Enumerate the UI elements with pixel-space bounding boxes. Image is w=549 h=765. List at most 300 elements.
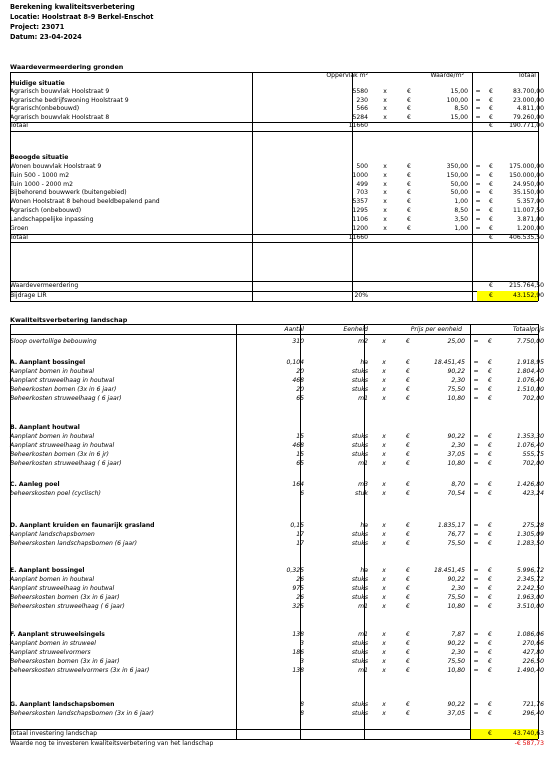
doc-title: Berekening kwaliteitsverbetering [10,3,135,11]
landschap-row [10,451,544,460]
column-rule [364,324,365,739]
aantal-value: 17 [296,540,304,548]
aantal-value: 0,325 [286,567,304,574]
total-value: 43.152,90 [512,292,544,299]
euro-sign: € [489,207,493,215]
euro-sign: € [407,88,411,96]
euro-sign: € [488,667,492,675]
euro-sign: € [406,540,410,548]
future-total-row [10,233,544,243]
prijs-value: 10,80 [447,667,465,675]
total-value: 24.950,00 [512,180,544,188]
multiply-sign: x [382,442,386,450]
aantal-value: 3 [300,658,304,666]
totaal-value: 226,50 [522,658,544,666]
euro-sign: € [488,594,492,602]
future-row [10,180,544,190]
row-label: Totaal investering landschap [10,730,98,737]
landschap-row [10,386,544,395]
unit-value: 350,00 [446,162,468,170]
column-rule [470,324,471,739]
equals-sign: = [473,576,479,584]
multiply-sign: x [383,113,387,121]
prijs-value: 2,30 [451,442,465,450]
group-title: D. Aanplant kruiden en faunarijk grasland [10,522,155,529]
prijs-value: 37,05 [447,451,465,459]
totaal-value: 721,76 [522,701,544,708]
unit-value: 50,00 [450,189,468,197]
euro-sign: € [406,359,410,366]
landschap-row [10,658,544,667]
euro-sign: € [488,368,492,376]
prijs-value: 75,50 [447,386,465,394]
multiply-sign: x [382,451,386,459]
row-label: Landschappelijke inpassing [10,215,94,223]
totaal-value: 1.353,30 [516,433,544,441]
equals-sign: = [473,522,479,529]
totaal-value: 702,00 [522,395,544,403]
row-label: Beheerskosten landschapsbomen (3x in 6 jaar) [10,710,154,718]
row-label: Tuin 1000 - 2000 m2 [10,180,73,188]
euro-sign: € [489,171,493,179]
totaal-value: 1.490,40 [516,667,544,675]
totaal-value: 1.918,95 [516,359,544,366]
euro-sign: € [488,658,492,666]
equals-sign: = [475,189,481,197]
equals-sign: = [475,180,481,188]
euro-sign: € [488,395,492,403]
total-rule [10,242,538,243]
row-label: Agrarisch bouwvlak Hoolstraat 9 [10,88,110,96]
eenheid-value: m3 [358,481,368,488]
aantal-value: 65 [296,460,304,468]
total-value: 215.764,50 [509,282,544,289]
euro-sign: € [489,96,493,104]
header-rule [10,334,538,335]
aantal-value: 20 [296,368,304,376]
euro-sign: € [488,710,492,718]
euro-sign: € [407,207,411,215]
eenheid-value: stuks [351,368,368,376]
euro-sign: € [406,640,410,648]
euro-sign: € [489,122,493,129]
aantal-value: 15 [296,451,304,459]
multiply-sign: x [382,567,386,574]
multiply-sign: x [382,658,386,666]
multiply-sign: x [382,531,386,539]
euro-sign: € [488,576,492,584]
row-label: Aanplant bomen in struweel [10,640,96,648]
equals-sign: = [473,710,479,718]
prijs-value: 90,22 [447,433,465,441]
rest-row [10,740,544,749]
equals-sign: = [475,198,481,206]
sloop-row [10,338,544,347]
prijs-value: 90,22 [447,701,465,708]
row-label: beheerskosten struweelvormers (3x in 6 jaar) [10,667,150,675]
multiply-sign: x [382,701,386,708]
row-label: Beheerskosten struweelhaag ( 6 jaar) [10,603,125,611]
row-label: Beheerskosten landschapsbomen (6 jaar) [10,540,137,548]
section-heading-landschap: Kwaliteitsverbetering landschap [10,316,128,324]
section-rule [10,324,538,325]
multiply-sign: x [383,162,387,170]
euro-sign: € [488,540,492,548]
multiply-sign: x [382,481,386,488]
landschap-row [10,368,544,377]
euro-sign: € [406,522,410,529]
column-rule [10,324,11,739]
equals-sign: = [475,113,481,121]
area-value: 1000 [352,171,368,179]
current-row [10,96,544,106]
section-rule [10,301,538,302]
group-title-row [10,424,538,433]
euro-sign: € [406,658,410,666]
prijs-value: 76,77 [447,531,465,539]
equals-sign: = [473,377,479,385]
row-label: Aanplant struweelhaag in houtwal [10,442,115,450]
euro-sign: € [488,386,492,394]
row-label: Beheerskosten bomen (3x in 6 jaar) [10,594,120,602]
totaal-column-header: Totaalprijs [512,326,544,333]
row-label: Wonen Hoolstraat 8 behoud beeldbepalend pand [10,198,160,206]
equals-sign: = [473,442,479,450]
equals-sign: = [475,171,481,179]
equals-sign: = [473,490,479,498]
euro-sign: € [488,338,492,345]
multiply-sign: x [382,594,386,602]
row-label: Waardevermeerdering [10,282,79,289]
current-row [10,105,544,114]
euro-sign: € [489,215,493,223]
eenheid-value: stuks [351,710,368,718]
aantal-value: 6 [300,490,304,498]
aantal-value: 26 [296,594,304,602]
totaal-value: 43.740,63 [512,730,544,737]
eenheid-value: ha [360,522,368,529]
prijs-value: 8,70 [451,481,465,488]
area-value: 5284 [352,113,368,121]
prijs-value: 90,22 [447,368,465,376]
landschap-row [10,377,544,386]
equals-sign: = [475,162,481,170]
equals-sign: = [473,567,479,574]
aantal-value: 138 [292,631,304,638]
column-rule [10,72,11,301]
prijs-value: 75,50 [447,540,465,548]
totaal-value: 555,75 [522,451,544,459]
euro-sign: € [406,594,410,602]
eenheid-value: stuks [351,451,368,459]
multiply-sign: x [382,631,386,638]
row-label: Aanplant bomen in houtwal [10,576,95,584]
future-row [10,198,544,207]
equals-sign: = [475,224,481,232]
landschap-row [10,540,544,549]
prijs-value: 2,30 [451,649,465,657]
prijs-value: 75,50 [447,658,465,666]
totaal-value: 702,00 [522,460,544,468]
multiply-sign: x [382,386,386,394]
totaal-value: 270,66 [522,640,544,648]
area-value: 11660 [348,122,368,129]
row-label: Bijbehorend bouwwerk (buitengebied) [10,189,127,197]
eenheid-column-header: Eenheid [343,326,368,333]
eenheid-value: stuks [351,585,368,593]
eenheid-value: stuks [351,640,368,648]
group-title-row [10,359,544,368]
row-label: Wonen bouwvlak Hoolstraat 9 [10,162,102,170]
aantal-value: 26 [296,576,304,584]
row-label: Aanplant struweelvormers [10,649,91,657]
totaal-value: 1.510,00 [516,386,544,394]
eenheid-value: stuks [351,531,368,539]
area-value: 1200 [352,224,368,232]
euro-sign: € [406,585,410,593]
landschap-row [10,433,544,442]
euro-sign: € [406,442,410,450]
landschap-row [10,395,544,404]
total-value: 83.700,00 [512,88,544,96]
unit-value: 50,00 [450,180,468,188]
percentage-value: 20% [354,292,368,299]
totaal-value: 1.086,06 [516,631,544,638]
euro-sign: € [489,162,493,170]
euro-sign: € [406,460,410,468]
euro-sign: € [406,395,410,403]
row-label: Aanplant struweelhaag in houtwal [10,377,115,385]
group-title-row [10,481,544,490]
total-value: 175.000,00 [509,162,544,170]
unit-value: 100,00 [446,96,468,104]
column-rule [352,72,353,301]
aantal-value: 138 [292,667,304,675]
eenheid-value: stuk [355,490,368,498]
current-row [10,113,544,123]
equals-sign: = [475,207,481,215]
row-label: Beheerkosten bomen (3x in 6 jr) [10,451,109,459]
aantal-value: 164 [292,481,304,488]
multiply-sign: x [382,710,386,718]
future-row [10,207,544,216]
total-value: 150.000,00 [509,171,544,179]
multiply-sign: x [382,460,386,468]
aantal-value: 8 [300,710,304,718]
multiply-sign: x [382,603,386,611]
current-total-row [10,122,544,131]
euro-sign: € [488,603,492,611]
group-title: B. Aanplant houtwal [10,424,80,431]
euro-sign: € [488,531,492,539]
eenheid-value: m2 [358,338,368,345]
prijs-value: 18.451,45 [433,359,465,366]
eenheid-value: stuks [351,386,368,394]
column-rule [538,72,539,301]
eenheid-value: ha [360,359,368,366]
prijs-value: 25,00 [447,338,465,345]
area-value: 500 [356,162,368,170]
euro-sign: € [407,113,411,121]
future-row [10,224,544,234]
total-value: 4.811,00 [516,105,544,113]
unit-value: 8,50 [454,105,468,113]
future-row [10,171,544,181]
eenheid-value: stuks [351,658,368,666]
eenheid-value: stuks [351,442,368,450]
area-value: 230 [356,96,368,104]
equals-sign: = [473,368,479,376]
row-label: Beheerkosten struweelhaag ( 6 jaar) [10,395,122,403]
row-label: Beheerkosten struweelhaag ( 6 jaar) [10,460,122,468]
group-title: F. Aanplant struweelsingels [10,631,105,638]
euro-sign: € [406,567,410,574]
total-value: 79.260,00 [512,113,544,121]
total-value: 35.150,00 [512,189,544,197]
equals-sign: = [473,640,479,648]
landschap-row [10,460,544,469]
prijs-value: 37,05 [447,710,465,718]
value-column-header: Waarde/m² [430,72,464,79]
aantal-value: 20 [296,386,304,394]
prijs-value: 7,87 [451,631,465,638]
group-title-row [10,701,544,710]
euro-sign: € [406,603,410,611]
unit-value: 1,00 [454,224,468,232]
equals-sign: = [475,96,481,104]
unit-value: 15,00 [450,113,468,121]
aantal-value: 0,104 [286,359,304,366]
euro-sign: € [488,640,492,648]
landschap-row [10,576,544,585]
equals-sign: = [473,481,479,488]
row-label: Agrarische bedrijfswoning Hoolstraat 9 [10,96,129,104]
area-value: 5357 [352,198,368,206]
future-row [10,215,544,225]
aantal-value: 325 [292,603,304,611]
future-row [10,189,544,198]
equals-sign: = [473,451,479,459]
euro-sign: € [407,215,411,223]
equals-sign: = [473,658,479,666]
current-row [10,88,544,97]
euro-sign: € [489,198,493,206]
aantal-value: 310 [292,338,304,345]
eenheid-value: m1 [358,395,368,403]
euro-sign: € [406,701,410,708]
euro-sign: € [406,481,410,488]
euro-sign: € [489,224,493,232]
doc-location: Locatie: Hoolstraat 8-9 Berkel-Enschot [10,13,154,21]
euro-sign: € [407,189,411,197]
multiply-sign: x [382,540,386,548]
euro-sign: € [406,433,410,441]
row-label: beheerskosten poel (cyclisch) [10,490,101,498]
euro-sign: € [488,460,492,468]
euro-sign: € [488,701,492,708]
aantal-value: 186 [292,649,304,657]
row-label: Agrarisch (onbebouwd) [10,207,82,215]
multiply-sign: x [382,649,386,657]
euro-sign: € [489,113,493,121]
totaal-value: 1.305,09 [516,531,544,539]
euro-sign: € [488,377,492,385]
euro-sign: € [488,730,492,737]
euro-sign: € [407,198,411,206]
area-value: 499 [356,180,368,188]
area-value: 566 [356,105,368,113]
equals-sign: = [473,540,479,548]
multiply-sign: x [382,490,386,498]
eenheid-value: stuks [351,540,368,548]
equals-sign: = [473,395,479,403]
total-value: 190.771,00 [509,122,544,129]
euro-sign: € [406,531,410,539]
multiply-sign: x [383,180,387,188]
euro-sign: € [488,649,492,657]
eenheid-value: stuks [351,576,368,584]
multiply-sign: x [382,395,386,403]
landschap-row [10,603,544,612]
area-value: 703 [356,189,368,197]
eenheid-value: stuks [351,433,368,441]
aantal-value: 65 [296,395,304,403]
multiply-sign: x [383,215,387,223]
aantal-value: 975 [292,585,304,593]
prijs-value: 18.451,45 [433,567,465,574]
multiply-sign: x [382,359,386,366]
euro-sign: € [406,576,410,584]
row-label: Bijdrage LIR [10,292,47,299]
multiply-sign: x [382,585,386,593]
multiply-sign: x [383,105,387,113]
prijs-value: 10,80 [447,395,465,403]
totaal-value: 1.076,40 [516,377,544,385]
euro-sign: € [489,88,493,96]
euro-sign: € [406,386,410,394]
euro-sign: € [406,377,410,385]
totaal-value: 423,24 [522,490,544,498]
landschap-row [10,490,544,499]
euro-sign: € [489,292,493,299]
multiply-sign: x [383,198,387,206]
bijdrage-row [10,292,544,301]
aantal-value: 15 [296,433,304,441]
landschap-total-row [10,730,544,739]
current-situation-title [10,80,538,89]
unit-value: 150,00 [446,171,468,179]
group-title: E. Aanplant bossingel [10,567,85,574]
eenheid-value: m1 [358,603,368,611]
column-rule [236,324,237,739]
euro-sign: € [489,180,493,188]
prijs-column-header: Prijs per eenheid [410,326,462,333]
totaal-value: 427,80 [522,649,544,657]
equals-sign: = [473,667,479,675]
eenheid-value: m1 [358,667,368,675]
euro-sign: € [488,490,492,498]
euro-sign: € [407,180,411,188]
euro-sign: € [407,105,411,113]
eenheid-value: stuks [351,649,368,657]
equals-sign: = [473,603,479,611]
column-rule [538,324,539,739]
euro-sign: € [488,451,492,459]
euro-sign: € [406,451,410,459]
column-rule [252,72,253,301]
landschap-row [10,585,544,594]
aantal-value: 3 [300,640,304,648]
